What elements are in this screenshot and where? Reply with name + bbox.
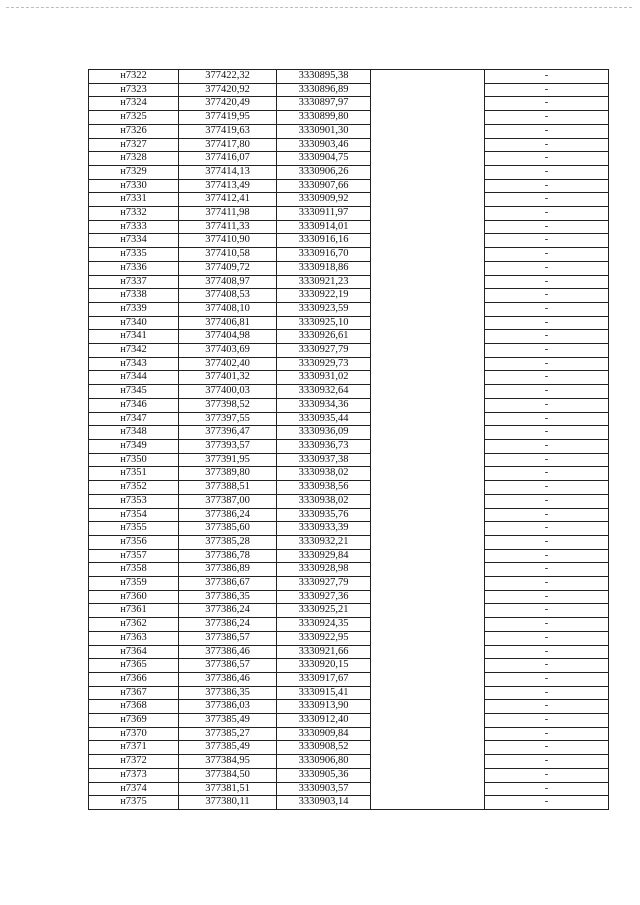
dash-cell: - — [485, 220, 609, 234]
coordinates-table-body — [89, 70, 609, 810]
y-coordinate-cell: 3330906,80 — [277, 755, 371, 769]
y-coordinate-cell: 3330909,92 — [277, 193, 371, 207]
y-coordinate-cell: 3330915,41 — [277, 686, 371, 700]
table-row — [89, 522, 609, 536]
table-row — [89, 727, 609, 741]
y-coordinate-cell: 3330923,59 — [277, 302, 371, 316]
y-coordinate-cell: 3330925,21 — [277, 604, 371, 618]
x-coordinate-cell: 377386,24 — [179, 618, 277, 632]
dash-cell: - — [485, 412, 609, 426]
dash-cell: - — [485, 494, 609, 508]
dash-cell: - — [485, 302, 609, 316]
point-id-cell: н7337 — [89, 275, 179, 289]
table-row — [89, 508, 609, 522]
point-id-cell: н7374 — [89, 782, 179, 796]
table-row — [89, 83, 609, 97]
point-id-cell: н7371 — [89, 741, 179, 755]
dash-cell: - — [485, 590, 609, 604]
table-row — [89, 535, 609, 549]
table-row — [89, 152, 609, 166]
x-coordinate-cell: 377398,52 — [179, 398, 277, 412]
dash-cell: - — [485, 193, 609, 207]
x-coordinate-cell: 377408,53 — [179, 289, 277, 303]
dash-cell: - — [485, 83, 609, 97]
y-coordinate-cell: 3330907,66 — [277, 179, 371, 193]
y-coordinate-cell: 3330895,38 — [277, 70, 371, 84]
table-row — [89, 179, 609, 193]
dash-cell: - — [485, 316, 609, 330]
table-row — [89, 590, 609, 604]
point-id-cell: н7327 — [89, 138, 179, 152]
table-row — [89, 220, 609, 234]
x-coordinate-cell: 377386,57 — [179, 659, 277, 673]
point-id-cell: н7358 — [89, 563, 179, 577]
x-coordinate-cell: 377406,81 — [179, 316, 277, 330]
table-row — [89, 426, 609, 440]
point-id-cell: н7328 — [89, 152, 179, 166]
y-coordinate-cell: 3330938,02 — [277, 467, 371, 481]
point-id-cell: н7322 — [89, 70, 179, 84]
y-coordinate-cell: 3330912,40 — [277, 714, 371, 728]
point-id-cell: н7368 — [89, 700, 179, 714]
point-id-cell: н7353 — [89, 494, 179, 508]
table-row — [89, 316, 609, 330]
y-coordinate-cell: 3330916,70 — [277, 248, 371, 262]
y-coordinate-cell: 3330913,90 — [277, 700, 371, 714]
table-row — [89, 604, 609, 618]
y-coordinate-cell: 3330903,14 — [277, 796, 371, 810]
table-row — [89, 97, 609, 111]
x-coordinate-cell: 377401,32 — [179, 371, 277, 385]
point-id-cell: н7357 — [89, 549, 179, 563]
point-id-cell: н7332 — [89, 207, 179, 221]
table-row — [89, 768, 609, 782]
point-id-cell: н7355 — [89, 522, 179, 536]
point-id-cell: н7334 — [89, 234, 179, 248]
x-coordinate-cell: 377389,80 — [179, 467, 277, 481]
x-coordinate-cell: 377381,51 — [179, 782, 277, 796]
table-row — [89, 549, 609, 563]
y-coordinate-cell: 3330908,52 — [277, 741, 371, 755]
x-coordinate-cell: 377403,69 — [179, 344, 277, 358]
dash-cell: - — [485, 179, 609, 193]
y-coordinate-cell: 3330929,73 — [277, 357, 371, 371]
table-row — [89, 618, 609, 632]
table-row — [89, 645, 609, 659]
y-coordinate-cell: 3330926,61 — [277, 330, 371, 344]
table-row — [89, 481, 609, 495]
point-id-cell: н7338 — [89, 289, 179, 303]
table-row — [89, 330, 609, 344]
dash-cell: - — [485, 152, 609, 166]
x-coordinate-cell: 377386,35 — [179, 686, 277, 700]
dash-cell: - — [485, 686, 609, 700]
point-id-cell: н7339 — [89, 302, 179, 316]
point-id-cell: н7364 — [89, 645, 179, 659]
y-coordinate-cell: 3330927,79 — [277, 577, 371, 591]
x-coordinate-cell: 377419,95 — [179, 111, 277, 125]
table-row — [89, 207, 609, 221]
point-id-cell: н7329 — [89, 165, 179, 179]
table-row — [89, 124, 609, 138]
point-id-cell: н7367 — [89, 686, 179, 700]
y-coordinate-cell: 3330922,95 — [277, 631, 371, 645]
x-coordinate-cell: 377412,41 — [179, 193, 277, 207]
table-row — [89, 371, 609, 385]
point-id-cell: н7370 — [89, 727, 179, 741]
x-coordinate-cell: 377417,80 — [179, 138, 277, 152]
x-coordinate-cell: 377380,11 — [179, 796, 277, 810]
table-row — [89, 111, 609, 125]
dash-cell: - — [485, 357, 609, 371]
dash-cell: - — [485, 70, 609, 84]
table-row — [89, 577, 609, 591]
x-coordinate-cell: 377414,13 — [179, 165, 277, 179]
x-coordinate-cell: 377391,95 — [179, 453, 277, 467]
x-coordinate-cell: 377396,47 — [179, 426, 277, 440]
table-row — [89, 302, 609, 316]
x-coordinate-cell: 377386,78 — [179, 549, 277, 563]
point-id-cell: н7348 — [89, 426, 179, 440]
point-id-cell: н7343 — [89, 357, 179, 371]
dash-cell: - — [485, 385, 609, 399]
dash-cell: - — [485, 672, 609, 686]
point-id-cell: н7331 — [89, 193, 179, 207]
x-coordinate-cell: 377408,97 — [179, 275, 277, 289]
point-id-cell: н7340 — [89, 316, 179, 330]
table-row — [89, 453, 609, 467]
dash-cell: - — [485, 714, 609, 728]
y-coordinate-cell: 3330903,46 — [277, 138, 371, 152]
table-row — [89, 138, 609, 152]
y-coordinate-cell: 3330932,21 — [277, 535, 371, 549]
dash-cell: - — [485, 481, 609, 495]
table-row — [89, 248, 609, 262]
point-id-cell: н7365 — [89, 659, 179, 673]
dash-cell: - — [485, 439, 609, 453]
point-id-cell: н7352 — [89, 481, 179, 495]
dash-cell: - — [485, 371, 609, 385]
table-row — [89, 796, 609, 810]
point-id-cell: н7369 — [89, 714, 179, 728]
dash-cell: - — [485, 508, 609, 522]
point-id-cell: н7356 — [89, 535, 179, 549]
dash-cell: - — [485, 700, 609, 714]
point-id-cell: н7335 — [89, 248, 179, 262]
y-coordinate-cell: 3330909,84 — [277, 727, 371, 741]
x-coordinate-cell: 377385,27 — [179, 727, 277, 741]
point-id-cell: н7333 — [89, 220, 179, 234]
x-coordinate-cell: 377386,03 — [179, 700, 277, 714]
dash-cell: - — [485, 453, 609, 467]
y-coordinate-cell: 3330914,01 — [277, 220, 371, 234]
y-coordinate-cell: 3330937,38 — [277, 453, 371, 467]
y-coordinate-cell: 3330922,19 — [277, 289, 371, 303]
dash-cell: - — [485, 755, 609, 769]
table-row — [89, 672, 609, 686]
table-row — [89, 193, 609, 207]
x-coordinate-cell: 377420,92 — [179, 83, 277, 97]
point-id-cell: н7341 — [89, 330, 179, 344]
y-coordinate-cell: 3330905,36 — [277, 768, 371, 782]
x-coordinate-cell: 377385,49 — [179, 741, 277, 755]
point-id-cell: н7347 — [89, 412, 179, 426]
table-row — [89, 385, 609, 399]
point-id-cell: н7336 — [89, 261, 179, 275]
empty-merged-cell — [371, 70, 485, 810]
dash-cell: - — [485, 782, 609, 796]
y-coordinate-cell: 3330906,26 — [277, 165, 371, 179]
point-id-cell: н7323 — [89, 83, 179, 97]
y-coordinate-cell: 3330928,98 — [277, 563, 371, 577]
x-coordinate-cell: 377409,72 — [179, 261, 277, 275]
x-coordinate-cell: 377384,50 — [179, 768, 277, 782]
x-coordinate-cell: 377410,58 — [179, 248, 277, 262]
dash-cell: - — [485, 261, 609, 275]
x-coordinate-cell: 377420,49 — [179, 97, 277, 111]
point-id-cell: н7324 — [89, 97, 179, 111]
dash-cell: - — [485, 165, 609, 179]
table-row — [89, 398, 609, 412]
dash-cell: - — [485, 727, 609, 741]
y-coordinate-cell: 3330921,23 — [277, 275, 371, 289]
dash-cell: - — [485, 522, 609, 536]
x-coordinate-cell: 377400,03 — [179, 385, 277, 399]
dash-cell: - — [485, 618, 609, 632]
y-coordinate-cell: 3330911,97 — [277, 207, 371, 221]
y-coordinate-cell: 3330925,10 — [277, 316, 371, 330]
x-coordinate-cell: 377416,07 — [179, 152, 277, 166]
y-coordinate-cell: 3330934,36 — [277, 398, 371, 412]
y-coordinate-cell: 3330938,02 — [277, 494, 371, 508]
x-coordinate-cell: 377408,10 — [179, 302, 277, 316]
point-id-cell: н7350 — [89, 453, 179, 467]
dash-cell: - — [485, 768, 609, 782]
table-row — [89, 700, 609, 714]
point-id-cell: н7344 — [89, 371, 179, 385]
x-coordinate-cell: 377386,24 — [179, 604, 277, 618]
table-row — [89, 494, 609, 508]
dash-cell: - — [485, 234, 609, 248]
point-id-cell: н7354 — [89, 508, 179, 522]
dash-cell: - — [485, 535, 609, 549]
x-coordinate-cell: 377384,95 — [179, 755, 277, 769]
x-coordinate-cell: 377386,57 — [179, 631, 277, 645]
table-row — [89, 275, 609, 289]
point-id-cell: н7362 — [89, 618, 179, 632]
dash-cell: - — [485, 97, 609, 111]
dash-cell: - — [485, 330, 609, 344]
y-coordinate-cell: 3330899,80 — [277, 111, 371, 125]
dash-cell: - — [485, 275, 609, 289]
dash-cell: - — [485, 248, 609, 262]
point-id-cell: н7326 — [89, 124, 179, 138]
y-coordinate-cell: 3330896,89 — [277, 83, 371, 97]
table-row — [89, 289, 609, 303]
point-id-cell: н7346 — [89, 398, 179, 412]
x-coordinate-cell: 377385,60 — [179, 522, 277, 536]
x-coordinate-cell: 377397,55 — [179, 412, 277, 426]
x-coordinate-cell: 377385,28 — [179, 535, 277, 549]
y-coordinate-cell: 3330917,67 — [277, 672, 371, 686]
point-id-cell: н7363 — [89, 631, 179, 645]
table-row — [89, 714, 609, 728]
x-coordinate-cell: 377386,46 — [179, 645, 277, 659]
point-id-cell: н7349 — [89, 439, 179, 453]
table-row — [89, 261, 609, 275]
point-id-cell: н7325 — [89, 111, 179, 125]
x-coordinate-cell: 377402,40 — [179, 357, 277, 371]
y-coordinate-cell: 3330935,76 — [277, 508, 371, 522]
point-id-cell: н7372 — [89, 755, 179, 769]
dash-cell: - — [485, 138, 609, 152]
y-coordinate-cell: 3330932,64 — [277, 385, 371, 399]
dash-cell: - — [485, 111, 609, 125]
table-row — [89, 234, 609, 248]
y-coordinate-cell: 3330929,84 — [277, 549, 371, 563]
x-coordinate-cell: 377386,89 — [179, 563, 277, 577]
x-coordinate-cell: 377388,51 — [179, 481, 277, 495]
point-id-cell: н7361 — [89, 604, 179, 618]
table-row — [89, 357, 609, 371]
y-coordinate-cell: 3330901,30 — [277, 124, 371, 138]
point-id-cell: н7366 — [89, 672, 179, 686]
table-row — [89, 344, 609, 358]
dash-cell: - — [485, 796, 609, 810]
y-coordinate-cell: 3330936,09 — [277, 426, 371, 440]
point-id-cell: н7342 — [89, 344, 179, 358]
table-row — [89, 70, 609, 84]
y-coordinate-cell: 3330924,35 — [277, 618, 371, 632]
scan-header-line — [6, 7, 632, 9]
point-id-cell: н7330 — [89, 179, 179, 193]
point-id-cell: н7373 — [89, 768, 179, 782]
x-coordinate-cell: 377411,33 — [179, 220, 277, 234]
x-coordinate-cell: 377422,32 — [179, 70, 277, 84]
point-id-cell: н7375 — [89, 796, 179, 810]
x-coordinate-cell: 377386,67 — [179, 577, 277, 591]
y-coordinate-cell: 3330927,79 — [277, 344, 371, 358]
x-coordinate-cell: 377387,00 — [179, 494, 277, 508]
y-coordinate-cell: 3330927,36 — [277, 590, 371, 604]
y-coordinate-cell: 3330935,44 — [277, 412, 371, 426]
point-id-cell: н7351 — [89, 467, 179, 481]
x-coordinate-cell: 377386,46 — [179, 672, 277, 686]
y-coordinate-cell: 3330921,66 — [277, 645, 371, 659]
table-row — [89, 631, 609, 645]
coordinates-table — [88, 69, 609, 810]
y-coordinate-cell: 3330904,75 — [277, 152, 371, 166]
x-coordinate-cell: 377386,24 — [179, 508, 277, 522]
y-coordinate-cell: 3330933,39 — [277, 522, 371, 536]
x-coordinate-cell: 377413,49 — [179, 179, 277, 193]
table-row — [89, 412, 609, 426]
y-coordinate-cell: 3330903,57 — [277, 782, 371, 796]
x-coordinate-cell: 377386,35 — [179, 590, 277, 604]
point-id-cell: н7345 — [89, 385, 179, 399]
y-coordinate-cell: 3330931,02 — [277, 371, 371, 385]
dash-cell: - — [485, 124, 609, 138]
y-coordinate-cell: 3330916,16 — [277, 234, 371, 248]
table-row — [89, 439, 609, 453]
table-row — [89, 782, 609, 796]
x-coordinate-cell: 377410,90 — [179, 234, 277, 248]
dash-cell: - — [485, 467, 609, 481]
y-coordinate-cell: 3330920,15 — [277, 659, 371, 673]
dash-cell: - — [485, 563, 609, 577]
dash-cell: - — [485, 631, 609, 645]
dash-cell: - — [485, 398, 609, 412]
dash-cell: - — [485, 549, 609, 563]
x-coordinate-cell: 377404,98 — [179, 330, 277, 344]
y-coordinate-cell: 3330918,86 — [277, 261, 371, 275]
x-coordinate-cell: 377385,49 — [179, 714, 277, 728]
table-row — [89, 741, 609, 755]
y-coordinate-cell: 3330936,73 — [277, 439, 371, 453]
point-id-cell: н7359 — [89, 577, 179, 591]
dash-cell: - — [485, 645, 609, 659]
dash-cell: - — [485, 426, 609, 440]
x-coordinate-cell: 377411,98 — [179, 207, 277, 221]
table-row — [89, 467, 609, 481]
dash-cell: - — [485, 659, 609, 673]
point-id-cell: н7360 — [89, 590, 179, 604]
dash-cell: - — [485, 207, 609, 221]
dash-cell: - — [485, 289, 609, 303]
table-row — [89, 165, 609, 179]
dash-cell: - — [485, 741, 609, 755]
x-coordinate-cell: 377419,63 — [179, 124, 277, 138]
table-row — [89, 686, 609, 700]
y-coordinate-cell: 3330897,97 — [277, 97, 371, 111]
dash-cell: - — [485, 344, 609, 358]
x-coordinate-cell: 377393,57 — [179, 439, 277, 453]
table-row — [89, 659, 609, 673]
dash-cell: - — [485, 577, 609, 591]
table-row — [89, 755, 609, 769]
dash-cell: - — [485, 604, 609, 618]
table-row — [89, 563, 609, 577]
y-coordinate-cell: 3330938,56 — [277, 481, 371, 495]
